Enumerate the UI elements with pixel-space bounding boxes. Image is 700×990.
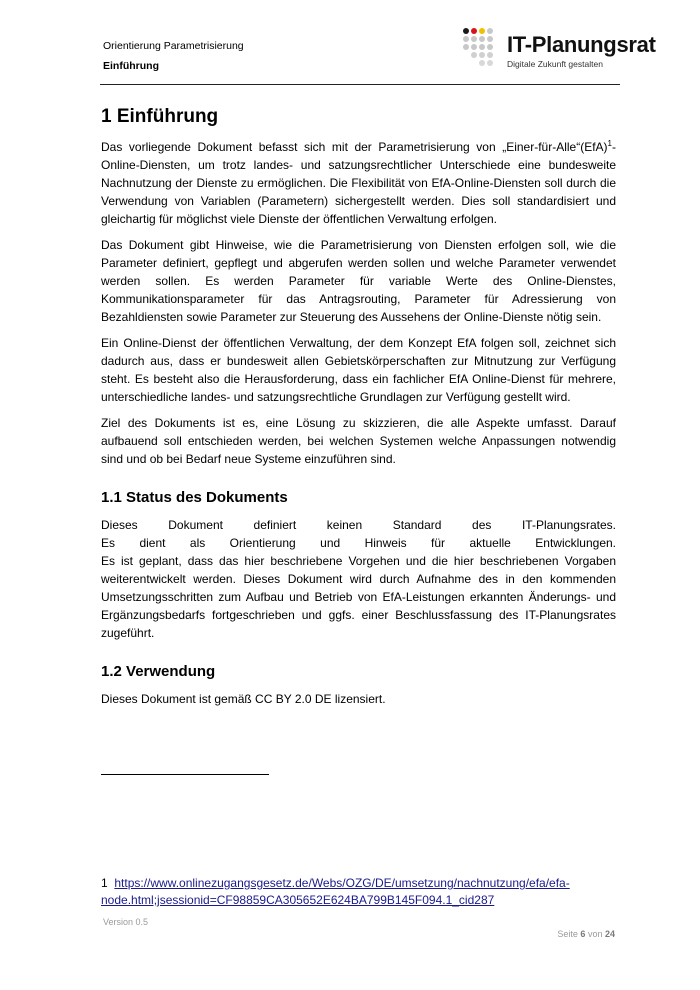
footnote-marker: 1 xyxy=(101,876,108,890)
header-divider xyxy=(100,84,620,85)
page-number: Seite 6 von 24 xyxy=(557,929,615,939)
status-paragraph: Dieses Dokument definiert keinen Standard des IT-Planungsrates. Es dient als Orientierung und Hinweis für aktuelle Entwicklungen. Es ist geplant, dass das hier beschriebene Vorgehen und die hier beschriebenen Vorgaben weiterentwickelt werden. Dieses Dokument wird durch Aufnahme des in den kommenden Umsetzungsschritten zum Aufbau und Betrieb von EfA-Leistungen erkannten Änderungs- und Ergänzungsbedarfs fortgeschrieben und ggfs. einer Beschlussfassung des IT-Planungsrates zugeführt. xyxy=(101,518,616,640)
usage-paragraph: Dieses Dokument ist gemäß CC BY 2.0 DE lizensiert. xyxy=(101,692,386,706)
footnote-reference[interactable]: 1 xyxy=(607,139,612,148)
parameters-paragraph: Das Dokument gibt Hinweise, wie die Parametrisierung von Diensten erfolgen soll, wie die Parameter definiert, gepflegt und abgerufen werden sollen und welche Parameter verwendet werden sollen. Es werden Parameter für variable Werte des Online-Dienstes, Kommunikationsparameter für das Antragsrouting, Parameter für Adressierung von Bezahldiensten sowie Parameter zur Steuerung des Aussehens der Online-Dienste nötig sein. xyxy=(101,238,616,324)
intro-paragraph: Das vorliegende Dokument befasst sich mit der Parametrisierung von „Einer-für-Alle“(EfA)$^1$-Online-Diensten, um trotz landes- und satzungsrechtlicher Unterschiede eine bundesweite Nachnutzung der Dienste zu ermöglichen. Die Flexibilität von EfA-Online-Diensten soll durch die Verwendung von Variablen (Parametern) sichergestellt werden. Dies soll standardisiert und gleichartig für möglichst viele Dienste der öffentlichen Verwaltung erfolgen. xyxy=(101,139,616,226)
main-content xyxy=(101,104,616,716)
section-name: Einführung xyxy=(103,60,159,72)
efa-concept-paragraph: Ein Online-Dienst der öffentlichen Verwaltung, der dem Konzept EfA folgen soll, zeichnet sich dadurch aus, dass er bundesweit allen Gebietskörperschaften zur Mitnutzung zur Verfügung steht. Es besteht also die Herausforderung, dass ein fachlicher EfA Online-Dienst für mehrere, unterschiedliche landes- und satzungsrechtliche Grundlagen zur Verfügung gestellt wird. xyxy=(101,336,616,404)
logo-brand-name: IT-Planungsrat xyxy=(507,32,656,57)
footnote-divider xyxy=(101,774,269,775)
logo-dot-grid-icon xyxy=(463,28,503,68)
footnote xyxy=(101,875,621,909)
chapter-heading: 1 Einführung xyxy=(101,106,219,127)
status-heading: 1.1 Status des Dokuments xyxy=(101,489,288,506)
usage-heading: 1.2 Verwendung xyxy=(101,663,216,680)
footnote-link[interactable]: https://www.onlinezugangsgesetz.de/Webs/OZG/DE/umsetzung/nachnutzung/efa/efa- node.html;jsessionid=CF98859CA305652E624BA799B145F094.1_cid287 xyxy=(101,876,570,907)
logo-tagline: Digitale Zukunft gestalten xyxy=(507,59,603,69)
document-title: Orientierung Parametrisierung xyxy=(103,40,244,52)
running-header xyxy=(103,40,244,72)
version-label: Version 0.5 xyxy=(103,917,149,927)
it-planungsrat-logo xyxy=(463,28,663,73)
goal-paragraph: Ziel des Dokuments ist es, eine Lösung zu skizzieren, die alle Aspekte umfasst. Darauf aufbauend soll entschieden werden, bei welchen Systemen welche Anpassungen notwendig sind und ob bei Bedarf neue Systeme einzuführen sind. xyxy=(101,416,616,466)
